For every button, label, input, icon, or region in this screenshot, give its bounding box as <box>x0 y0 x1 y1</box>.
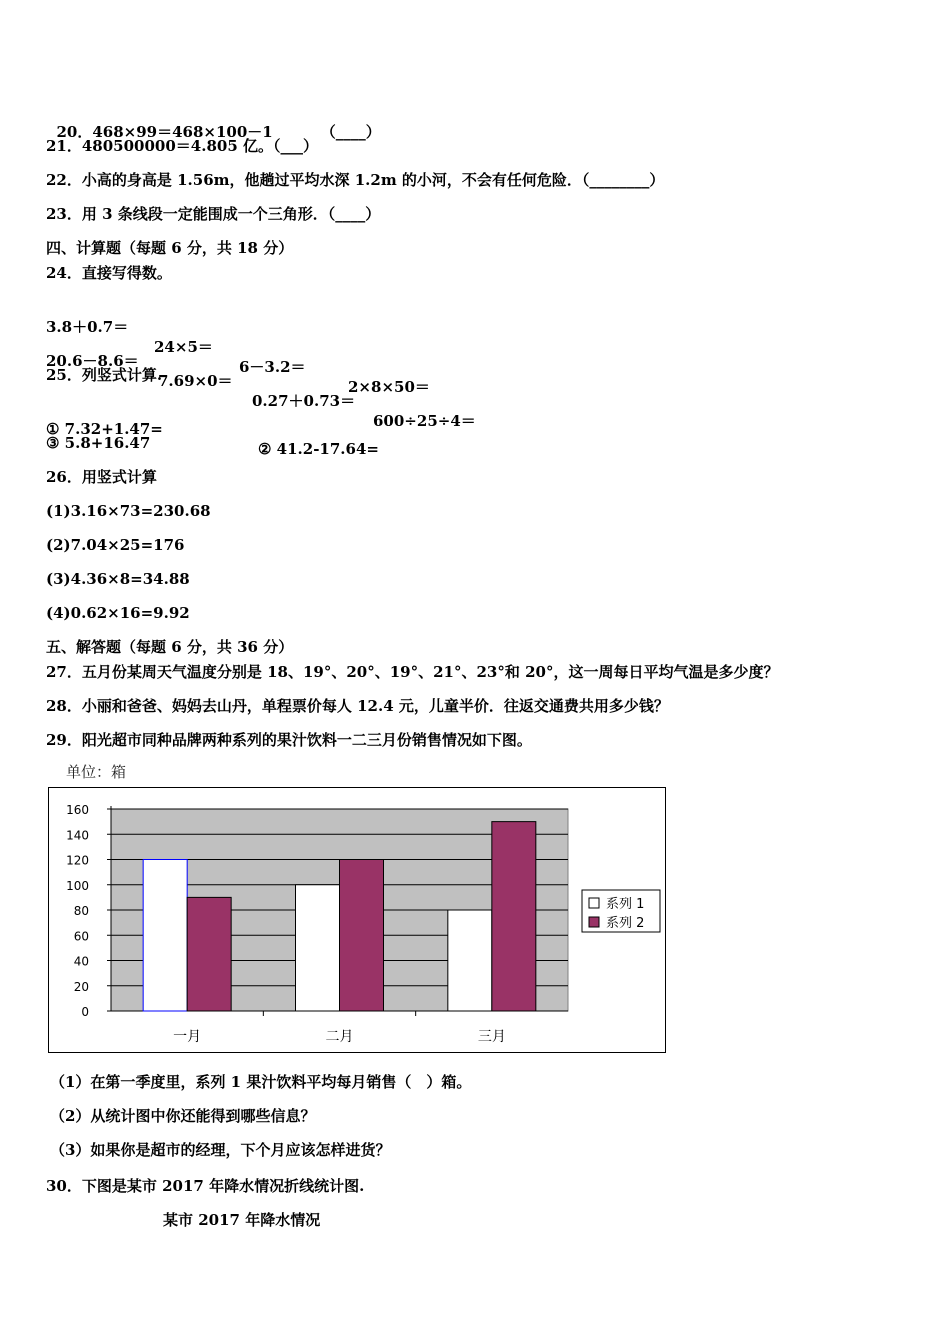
legend-label-2: 系列 2 <box>606 916 645 931</box>
bar-1-3 <box>448 910 492 1011</box>
question-26: 26．用竖式计算 <box>46 468 157 486</box>
question-30-chart-title: 某市 2017 年降水情况 <box>163 1211 321 1229</box>
question-20-text: 20．468×99＝468×100－1 <box>56 123 273 141</box>
question-27: 27．五月份某周天气温度分别是 18、19°、20°、19°、21°、23°和 20°，这一周每日平均气温是多少度？ <box>46 663 779 681</box>
calc-item: 7.69×0＝ <box>158 372 233 390</box>
calc-item: 3.8＋0.7＝ <box>46 318 129 336</box>
y-tick-label: 160 <box>66 803 89 817</box>
calc-item: 0.27＋0.73＝ <box>252 392 356 410</box>
question-25-a: ① 7.32+1.47= <box>46 420 163 438</box>
bar-2-2 <box>340 860 384 1012</box>
question-25: 25．列竖式计算. <box>46 366 163 384</box>
question-24: 24．直接写得数。 <box>46 264 172 282</box>
question-29: 29．阳光超市同种品牌两种系列的果汁饮料一二三月份销售情况如下图。 <box>46 731 532 749</box>
x-tick-label: 三月 <box>477 1029 506 1045</box>
bar-1-2 <box>296 885 340 1011</box>
question-25-b: ② 41.2-17.64= <box>258 440 379 458</box>
question-26-2: (2)7.04×25=176 <box>46 536 185 554</box>
question-29-3: （3）如果你是超市的经理，下个月应该怎样进货？ <box>50 1141 391 1159</box>
y-tick-label: 100 <box>66 878 89 893</box>
question-21: 21．480500000＝4.805 亿。（___） <box>46 137 319 155</box>
y-tick-label: 80 <box>73 904 89 918</box>
y-tick-label: 40 <box>73 954 89 969</box>
question-28: 28．小丽和爸爸、妈妈去山丹，单程票价每人 12.4 元，儿童半价．往返交通费共用多少钱？ <box>46 697 669 715</box>
section-4-heading: 四、计算题（每题 6 分，共 18 分） <box>46 239 294 257</box>
y-tick-label: 20 <box>73 979 89 994</box>
chart-unit-label: 单位：箱 <box>66 763 127 781</box>
question-23: 23．用 3 条线段一定能围成一个三角形．（____） <box>46 205 381 223</box>
calc-item: 600÷25÷4＝ <box>373 412 476 430</box>
question-20-blank: （____） <box>320 123 381 141</box>
legend-label-1: 系列 1 <box>606 897 645 912</box>
bar-1-1 <box>143 860 187 1012</box>
y-tick-label: 120 <box>66 853 89 868</box>
bar-2-3 <box>492 822 536 1011</box>
x-tick-label: 一月 <box>173 1029 202 1045</box>
question-30: 30．下图是某市 2017 年降水情况折线统计图. <box>46 1177 365 1195</box>
calc-item: 6－3.2＝ <box>239 358 306 376</box>
x-tick-label: 二月 <box>325 1029 354 1045</box>
question-26-4: (4)0.62×16=9.92 <box>46 604 190 622</box>
question-29-2: （2）从统计图中你还能得到哪些信息？ <box>50 1107 316 1125</box>
bar-chart-svg <box>49 788 665 1052</box>
y-tick-label: 60 <box>73 929 89 944</box>
question-29-1: （1）在第一季度里，系列 1 果汁饮料平均每月销售（ ）箱。 <box>50 1073 472 1091</box>
y-tick-label: 0 <box>81 1005 89 1019</box>
section-5-heading: 五、解答题（每题 6 分，共 36 分） <box>46 638 294 656</box>
y-tick-label: 140 <box>66 828 89 843</box>
calc-item: 24×5＝ <box>154 338 213 356</box>
calc-item: 20.6－8.6＝ <box>46 352 139 370</box>
question-26-3: (3)4.36×8=34.88 <box>46 570 190 588</box>
legend-swatch-1 <box>589 898 599 908</box>
legend-swatch-2 <box>589 917 599 927</box>
question-22: 22．小高的身高是 1.56m，他趟过平均水深 1.2m 的小河，不会有任何危险．（________） <box>46 171 665 189</box>
question-26-1: (1)3.16×73=230.68 <box>46 502 211 520</box>
calc-item: 2×8×50＝ <box>348 378 430 396</box>
bar-2-1 <box>187 897 231 1011</box>
question-25-c: ③ 5.8+16.47 <box>46 434 151 452</box>
bar-chart <box>48 787 666 1053</box>
